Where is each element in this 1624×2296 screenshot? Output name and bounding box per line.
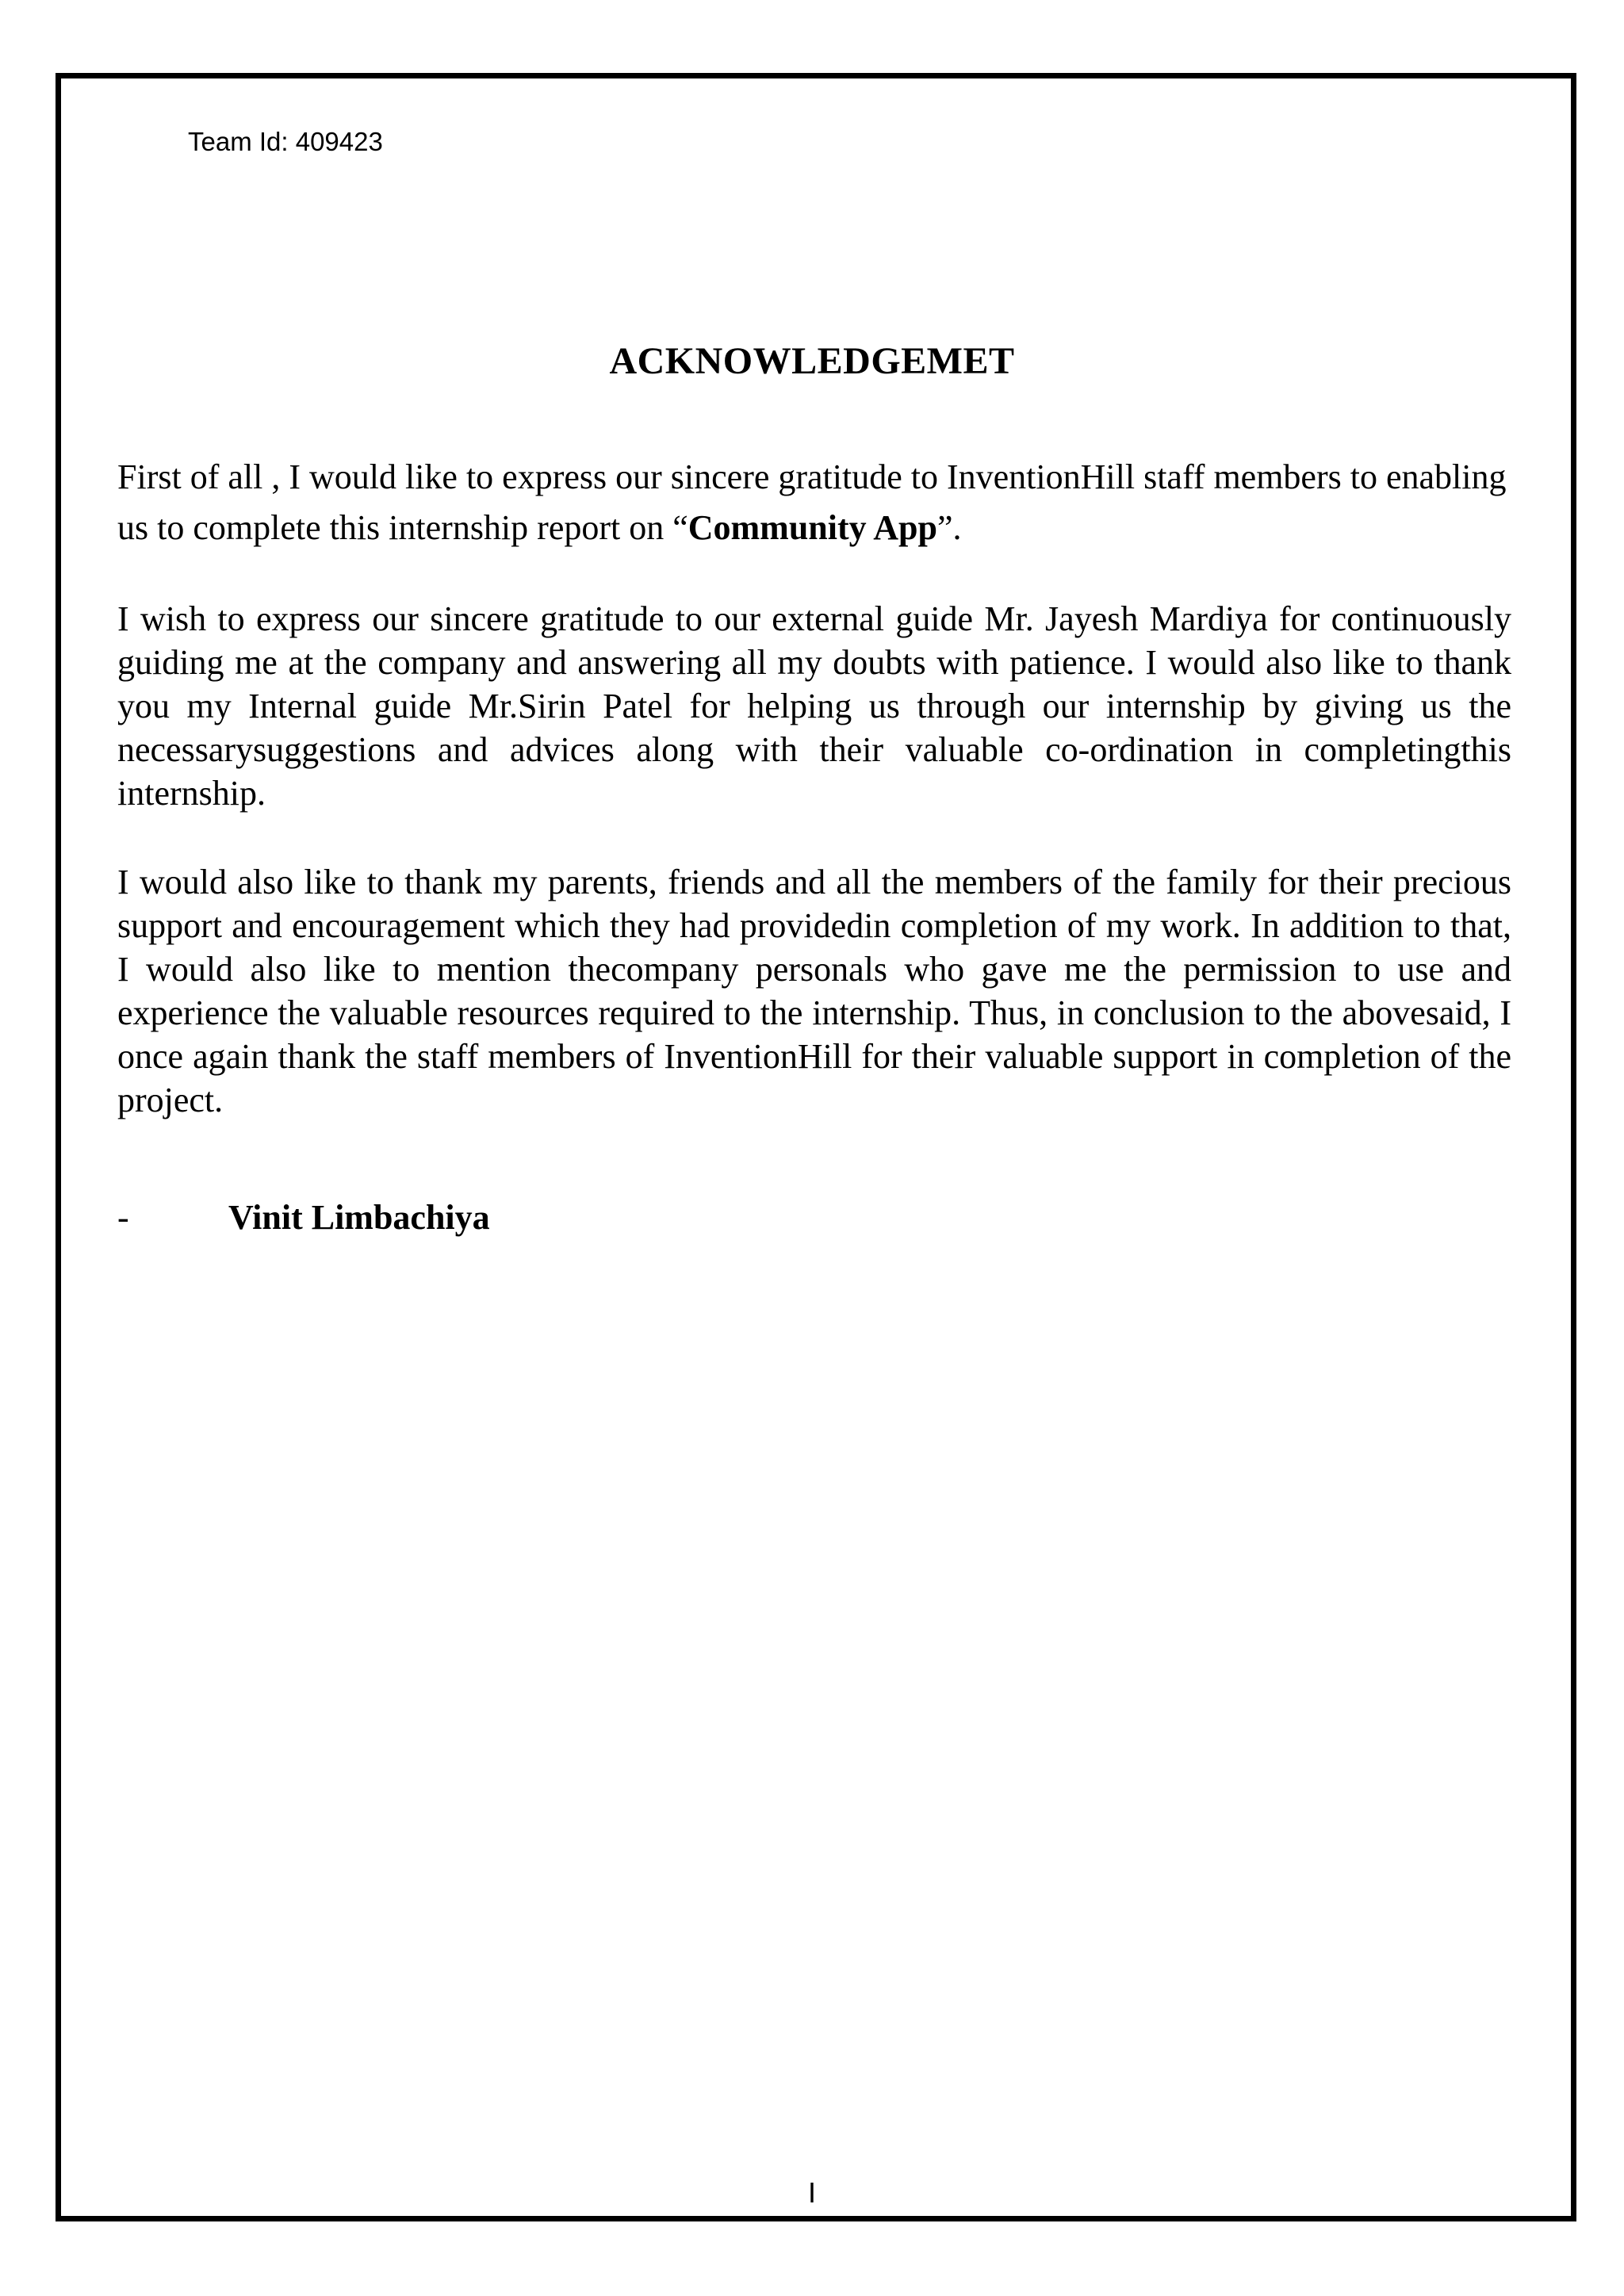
- page-title: ACKNOWLEDGEMET: [609, 340, 1015, 382]
- project-name: Community App: [688, 508, 937, 547]
- signature-name: Vinit Limbachiya: [228, 1198, 490, 1237]
- paragraph-intro-end: ”.: [936, 508, 962, 547]
- page-number: I: [807, 2176, 816, 2209]
- paragraph-guides: I wish to express our sincere gratitude to our external guide Mr. Jayesh Mardiya for continuously guiding me at the company and answering all my doubts with patience. I would also like to thank you my Internal guide Mr.Sirin Patel for helping us through our internship by giving us the necessarysuggestions and advices along with their valuable co-ordination in completingthis internship.: [117, 599, 1511, 813]
- signature-dash: -: [117, 1198, 129, 1237]
- team-id: Team Id: 409423: [188, 127, 383, 156]
- paragraph-intro: [117, 452, 1511, 553]
- page-border: [56, 73, 1576, 2221]
- paragraph-intro-text: First of all , I would like to express our sincere gratitude to InventionHill staff members to enabling us to complete this internship report on “: [117, 457, 1507, 547]
- paragraph-family: I would also like to thank my parents, friends and all the members of the family for their precious support and encouragement which they had providedin completion of my work. In addition to that, I would also like to mention thecompany personals who gave me the permission to use and experience the valuable resources required to the internship. Thus, in conclusion to the abovesaid, I once again thank the staff members of InventionHill for their valuable support in completion of the project.: [117, 863, 1511, 1119]
- signature: [117, 1197, 490, 1238]
